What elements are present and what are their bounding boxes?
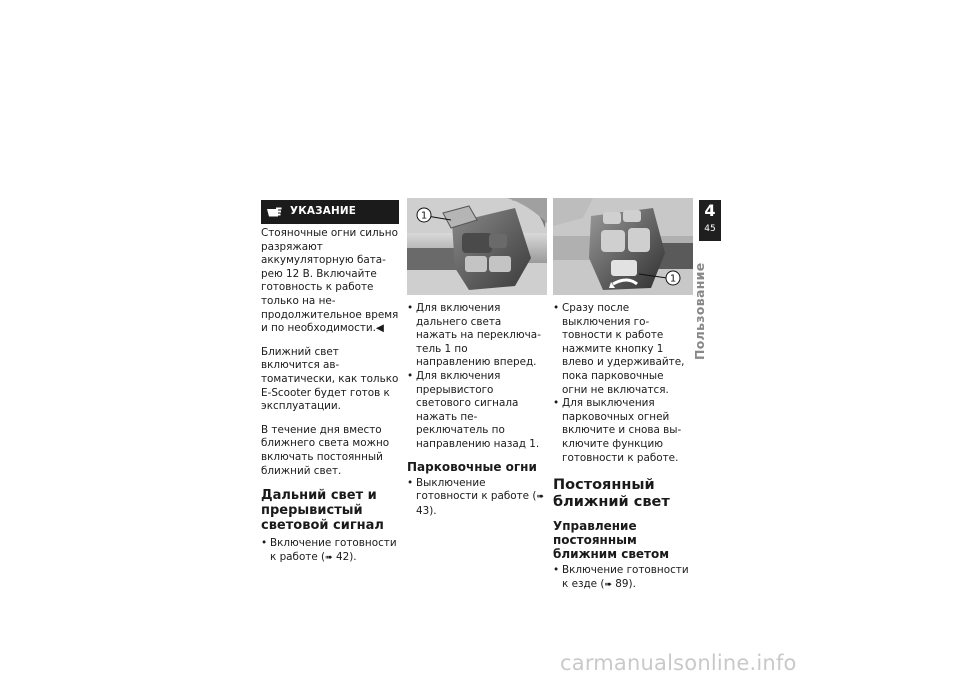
end-mark: ◀	[375, 322, 384, 335]
list-item: • Включение готовности к работе (➠ 42).	[261, 537, 399, 565]
page-ref-link[interactable]: 42).	[335, 550, 357, 563]
page-ref-link[interactable]: 43).	[416, 504, 437, 517]
heading-permanent-low-beam: Постоянный ближний свет	[553, 477, 670, 511]
arrow-ref-icon: ➠	[604, 579, 612, 590]
notice-title: УКАЗАНИЕ	[290, 205, 357, 218]
watermark: carmanualsonline.info	[560, 651, 797, 675]
heading-high-beam: Дальний свет и прерывистый световой сигнал	[261, 488, 384, 534]
list-item: • Выключение готовности к работе (➠ 43).	[407, 477, 545, 519]
column-2	[407, 302, 545, 518]
heading-parking-lights: Парковочные огни	[407, 459, 537, 474]
list-high-beam-steps	[407, 302, 545, 452]
hand-pointer-icon	[267, 206, 283, 218]
page-ref-link[interactable]: 89).	[615, 577, 636, 590]
list-item: • Для включения прерывистого светового сигнала нажать переключатель по направлению назад 1.	[407, 370, 545, 452]
list-permanent-low-beam	[553, 564, 691, 592]
figure-callout: 1	[669, 273, 677, 285]
notice-header	[261, 200, 399, 224]
list-item: • Для включения дальнего света нажать на переключатель 1 по направлению вперед.	[407, 302, 545, 370]
list-high-beam	[261, 537, 399, 565]
list-item: • Сразу после выключения готовности к работе нажмите кнопку 1 влево и удерживайте, пока парковочные огни не включатся.	[553, 302, 691, 397]
handlebar-switch-image	[553, 198, 693, 295]
column-3	[553, 302, 691, 592]
page-number: 45	[704, 224, 716, 234]
list-item: • Включение готовности к езде (➠ 89).	[553, 564, 691, 592]
figure-high-beam-switch	[407, 198, 547, 295]
chapter-title: Пользование	[692, 262, 707, 360]
paragraph-daytime: В течение дня вместо ближнего света можно включать постоянный ближний свет.	[261, 423, 390, 477]
paragraph-low-beam: Ближний свет включится автоматически, как только E-Scooter будет готов к эксплуатации.	[261, 345, 399, 413]
list-item: • Для выключения парковочных огней включите и снова выключите функцию готовности к работе.	[553, 397, 691, 465]
list-parking-steps	[553, 302, 691, 465]
notice-text: Стояночные огни сильно разряжают аккумуляторную батарею 12 В. Включайте готовность к работе только на непродолжительное время и по необходимости.◀	[261, 227, 399, 335]
arrow-ref-icon: ➠	[536, 492, 544, 503]
column-1	[261, 200, 399, 565]
list-parking-lights	[407, 477, 545, 519]
arrow-ref-icon: ➠	[325, 552, 333, 563]
handlebar-switch-image	[407, 198, 547, 295]
figure-callout: 1	[420, 210, 428, 222]
chapter-number: 4	[704, 201, 716, 220]
subheading-permanent-low-beam-control: Управление постоянным ближним светом	[553, 519, 670, 562]
figure-parking-light-button	[553, 198, 693, 295]
chapter-tab	[699, 200, 721, 241]
